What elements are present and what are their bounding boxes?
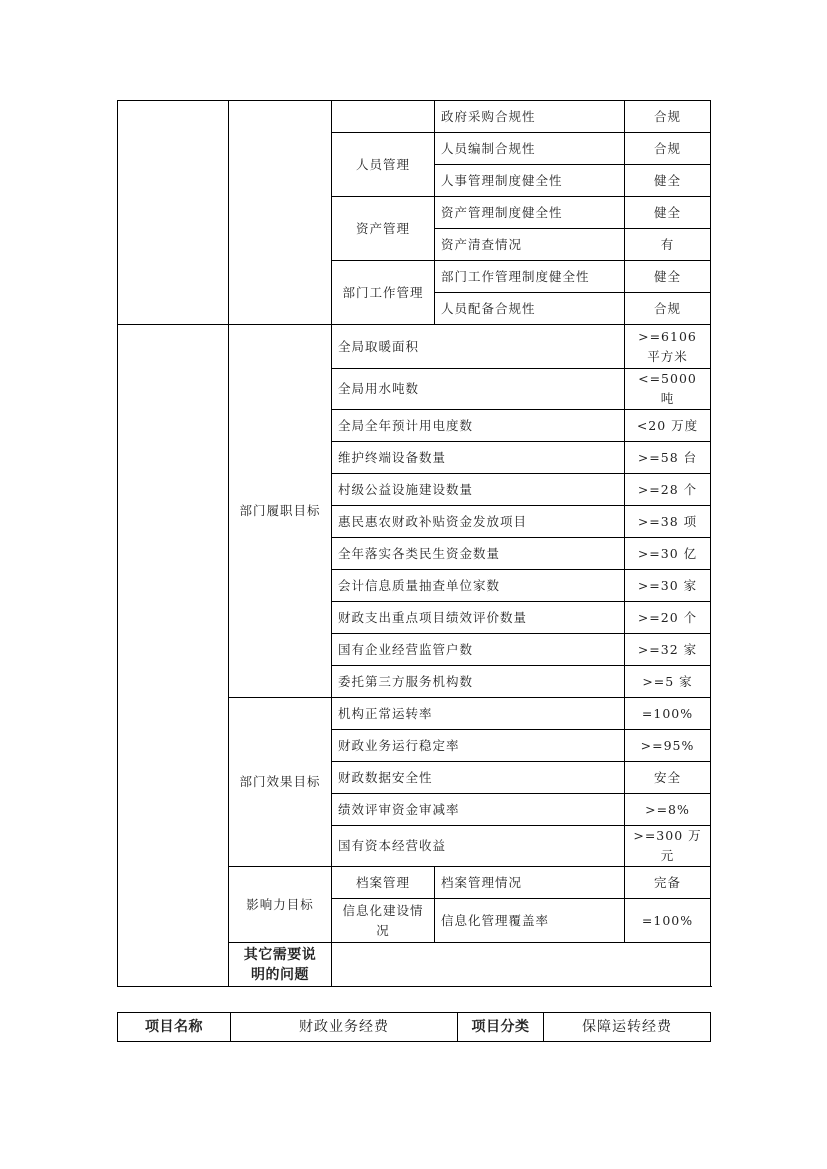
table-row xyxy=(118,325,711,369)
value-cell: 健全 xyxy=(625,197,711,229)
value-cell: 合规 xyxy=(625,133,711,165)
group-label-assets: 资产管理 xyxy=(332,197,435,261)
indicator-cell: 财政数据安全性 xyxy=(332,762,625,794)
value-cell: >=38 项 xyxy=(625,506,711,538)
value-cell: >=58 台 xyxy=(625,442,711,474)
value-cell: >=8% xyxy=(625,794,711,826)
criterion-cell: 人事管理制度健全性 xyxy=(435,165,625,197)
indicator-cell: 绩效评审资金审减率 xyxy=(332,794,625,826)
indicator-cell: 档案管理情况 xyxy=(435,867,625,899)
value-cell: >=28 个 xyxy=(625,474,711,506)
value-cell: >=6106 平方米 xyxy=(625,325,711,369)
value-cell: 健全 xyxy=(625,165,711,197)
value-cell: 合规 xyxy=(625,293,711,325)
value-cell: >=30 亿 xyxy=(625,538,711,570)
value-cell: >=32 家 xyxy=(625,634,711,666)
group-label-dept-work: 部门工作管理 xyxy=(332,261,435,325)
project-info-table xyxy=(117,1012,711,1042)
table-row xyxy=(118,101,711,133)
indicator-cell: 国有资本经营收益 xyxy=(332,826,625,867)
blank-subcategory-cell xyxy=(229,101,332,325)
project-name-label: 项目名称 xyxy=(118,1013,231,1042)
value-cell: <20 万度 xyxy=(625,410,711,442)
indicator-cell: 村级公益设施建设数量 xyxy=(332,474,625,506)
value-cell: 有 xyxy=(625,229,711,261)
project-type-value: 保障运转经费 xyxy=(544,1013,711,1042)
indicator-cell: 维护终端设备数量 xyxy=(332,442,625,474)
value-cell: >=5 家 xyxy=(625,666,711,698)
indicator-cell: 全年落实各类民生资金数量 xyxy=(332,538,625,570)
indicator-cell: 委托第三方服务机构数 xyxy=(332,666,625,698)
value-cell: <=5000 吨 xyxy=(625,369,711,410)
indicator-cell: 信息化管理覆盖率 xyxy=(435,899,625,943)
section-label-duty: 部门履职目标 xyxy=(229,325,332,698)
section-label-effect: 部门效果目标 xyxy=(229,698,332,867)
value-cell: 安全 xyxy=(625,762,711,794)
indicator-cell: 国有企业经营监管户数 xyxy=(332,634,625,666)
indicator-cell: 机构正常运转率 xyxy=(332,698,625,730)
criterion-cell: 资产清查情况 xyxy=(435,229,625,261)
criterion-cell: 部门工作管理制度健全性 xyxy=(435,261,625,293)
blank-category-cell xyxy=(118,325,229,987)
criterion-cell: 政府采购合规性 xyxy=(435,101,625,133)
sub-label-cell: 信息化建设情况 xyxy=(332,899,435,943)
indicator-cell: 财政业务运行稳定率 xyxy=(332,730,625,762)
project-name-value: 财政业务经费 xyxy=(231,1013,458,1042)
indicator-cell: 会计信息质量抽查单位家数 xyxy=(332,570,625,602)
criterion-cell: 资产管理制度健全性 xyxy=(435,197,625,229)
value-cell: 合规 xyxy=(625,101,711,133)
value-cell: >=95% xyxy=(625,730,711,762)
value-cell: 完备 xyxy=(625,867,711,899)
indicator-cell: 全局取暖面积 xyxy=(332,325,625,369)
table-row xyxy=(118,1013,711,1042)
indicator-cell: 全局用水吨数 xyxy=(332,369,625,410)
group-label-personnel: 人员管理 xyxy=(332,133,435,197)
value-cell: >=30 家 xyxy=(625,570,711,602)
value-cell: =100% xyxy=(625,899,711,943)
indicator-cell: 财政支出重点项目绩效评价数量 xyxy=(332,602,625,634)
value-cell: >=300 万元 xyxy=(625,826,711,867)
section-label-impact: 影响力目标 xyxy=(229,867,332,943)
performance-target-table xyxy=(117,100,711,987)
value-cell: 健全 xyxy=(625,261,711,293)
blank-category-cell xyxy=(118,101,229,325)
sub-label-cell: 档案管理 xyxy=(332,867,435,899)
other-issues-content xyxy=(332,943,711,987)
value-cell: >=20 个 xyxy=(625,602,711,634)
indicator-cell: 惠民惠农财政补贴资金发放项目 xyxy=(332,506,625,538)
project-type-label: 项目分类 xyxy=(458,1013,544,1042)
value-cell: =100% xyxy=(625,698,711,730)
blank-group-cell xyxy=(332,101,435,133)
criterion-cell: 人员配备合规性 xyxy=(435,293,625,325)
criterion-cell: 人员编制合规性 xyxy=(435,133,625,165)
other-issues-label: 其它需要说明的问题 xyxy=(229,943,332,987)
indicator-cell: 全局全年预计用电度数 xyxy=(332,410,625,442)
